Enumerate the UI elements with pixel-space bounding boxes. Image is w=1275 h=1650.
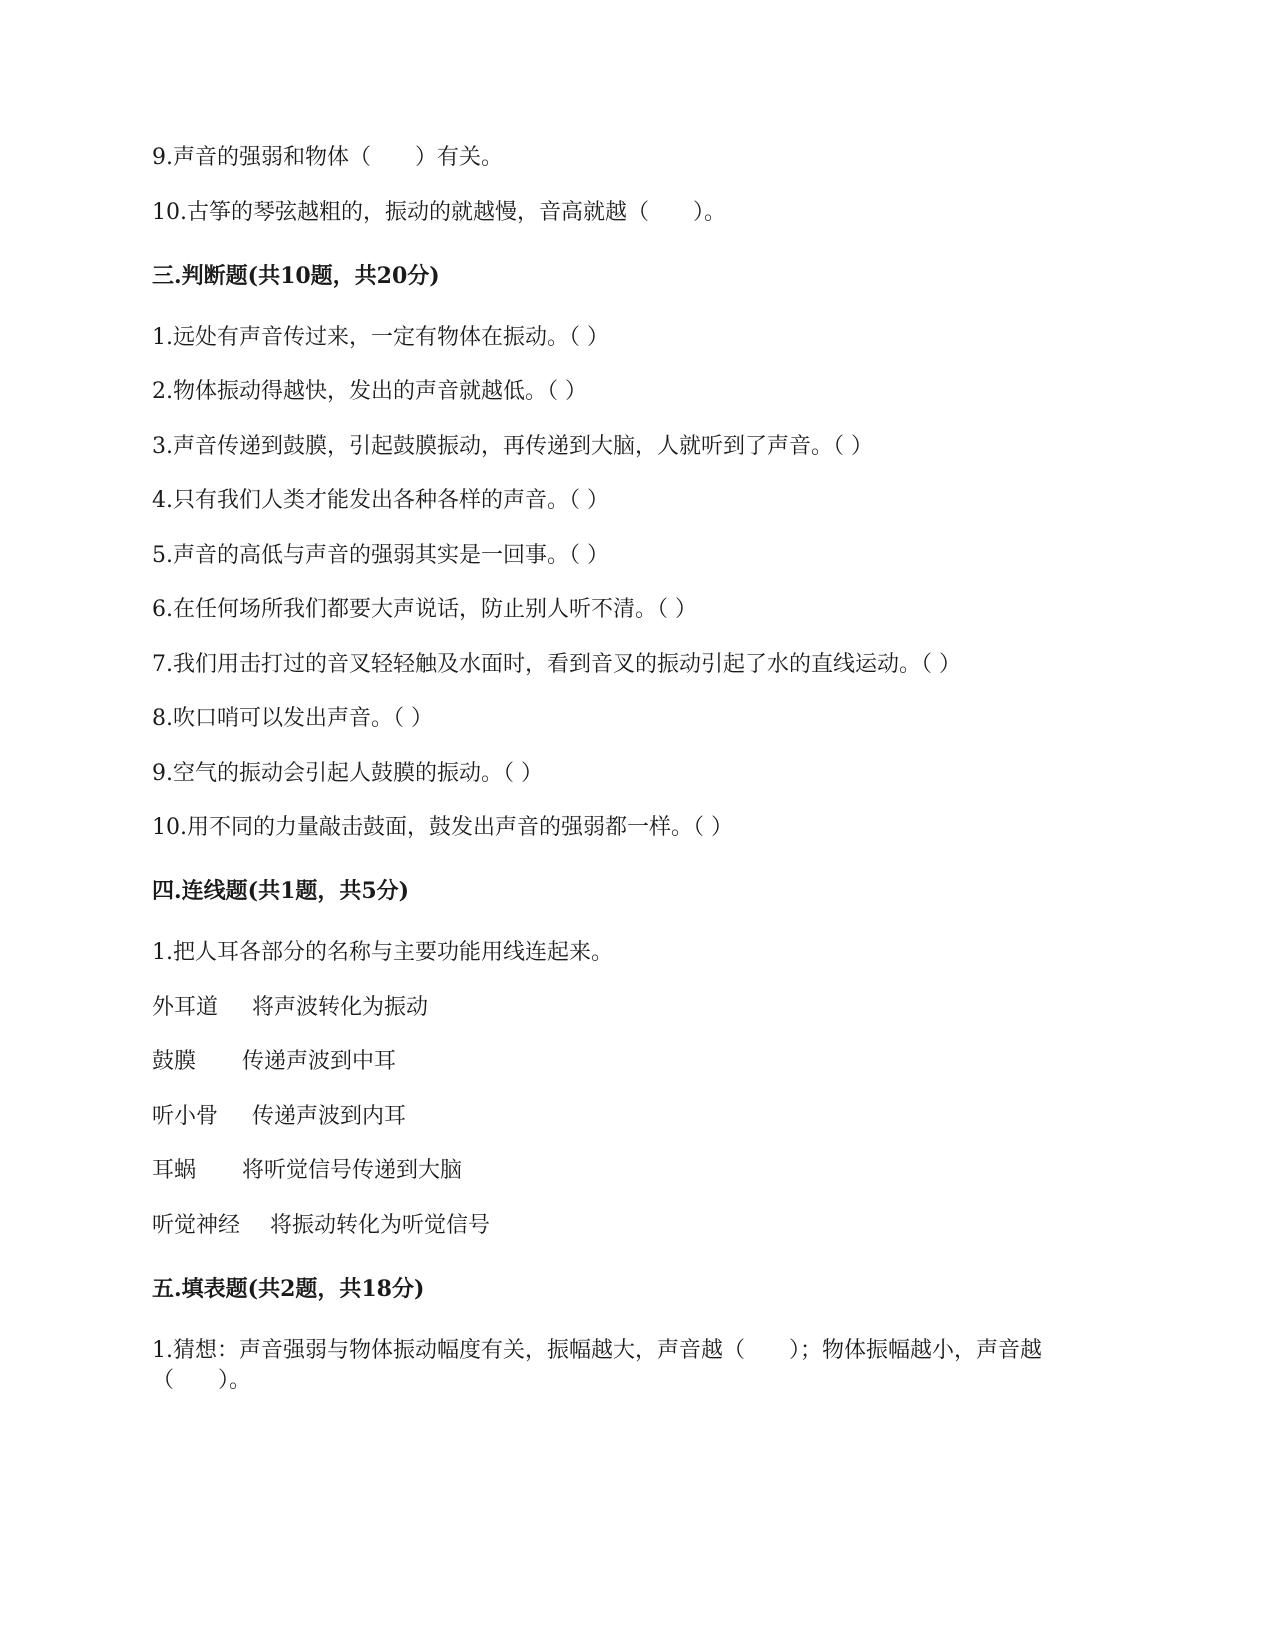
question-9: 9.声音的强弱和物体（ ）有关。 xyxy=(152,145,503,170)
judge-item-9: 9.空气的振动会引起人鼓膜的振动。（ ） xyxy=(152,761,543,786)
judge-item-2: 2.物体振动得越快，发出的声音就越低。（ ） xyxy=(152,379,587,404)
judge-item-10: 10.用不同的力量敲击鼓面，鼓发出声音的强弱都一样。（ ） xyxy=(152,815,733,840)
section-5-heading: 五.填表题(共2题，共18分) xyxy=(152,1276,425,1302)
ear-part-function: 传递声波到内耳 xyxy=(252,1104,407,1129)
judge-item-7: 7.我们用击打过的音叉轻轻触及水面时，看到音叉的振动引起了水的直线运动。（ ） xyxy=(152,652,961,677)
matching-row xyxy=(152,1047,396,1077)
ear-part-name: 鼓膜 xyxy=(152,1049,197,1074)
ear-part-function: 将声波转化为振动 xyxy=(252,995,429,1020)
section-4-heading: 四.连线题(共1题，共5分) xyxy=(152,878,410,904)
judge-item-3: 3.声音传递到鼓膜，引起鼓膜振动，再传递到大脑，人就听到了声音。（ ） xyxy=(152,434,873,459)
ear-part-name: 听觉神经 xyxy=(152,1213,241,1238)
ear-part-function: 将听觉信号传递到大脑 xyxy=(242,1158,463,1183)
ear-part-name: 耳蜗 xyxy=(152,1158,197,1183)
table-question-1: 1.猜想：声音强弱与物体振动幅度有关，振幅越大，声音越（ ）；物体振幅越小，声音越（ ）。 xyxy=(152,1338,1042,1393)
matching-row xyxy=(152,993,428,1023)
matching-row xyxy=(152,1156,462,1186)
judge-item-8: 8.吹口哨可以发出声音。（ ） xyxy=(152,706,433,731)
question-10: 10.古筝的琴弦越粗的，振动的就越慢，音高就越（ ）。 xyxy=(152,200,726,225)
matching-question: 1.把人耳各部分的名称与主要功能用线连起来。 xyxy=(152,940,613,965)
matching-row xyxy=(152,1102,406,1132)
section-3-heading: 三.判断题(共10题，共20分) xyxy=(152,263,440,289)
matching-row xyxy=(152,1211,490,1241)
judge-item-4: 4.只有我们人类才能发出各种各样的声音。（ ） xyxy=(152,488,609,513)
judge-item-6: 6.在任何场所我们都要大声说话，防止别人听不清。（ ） xyxy=(152,597,697,622)
ear-part-name: 外耳道 xyxy=(152,995,219,1020)
ear-part-name: 听小骨 xyxy=(152,1104,219,1129)
ear-part-function: 将振动转化为听觉信号 xyxy=(270,1213,491,1238)
judge-item-5: 5.声音的高低与声音的强弱其实是一回事。（ ） xyxy=(152,543,609,568)
judge-item-1: 1.远处有声音传过来，一定有物体在振动。（ ） xyxy=(152,325,609,350)
ear-part-function: 传递声波到中耳 xyxy=(242,1049,397,1074)
